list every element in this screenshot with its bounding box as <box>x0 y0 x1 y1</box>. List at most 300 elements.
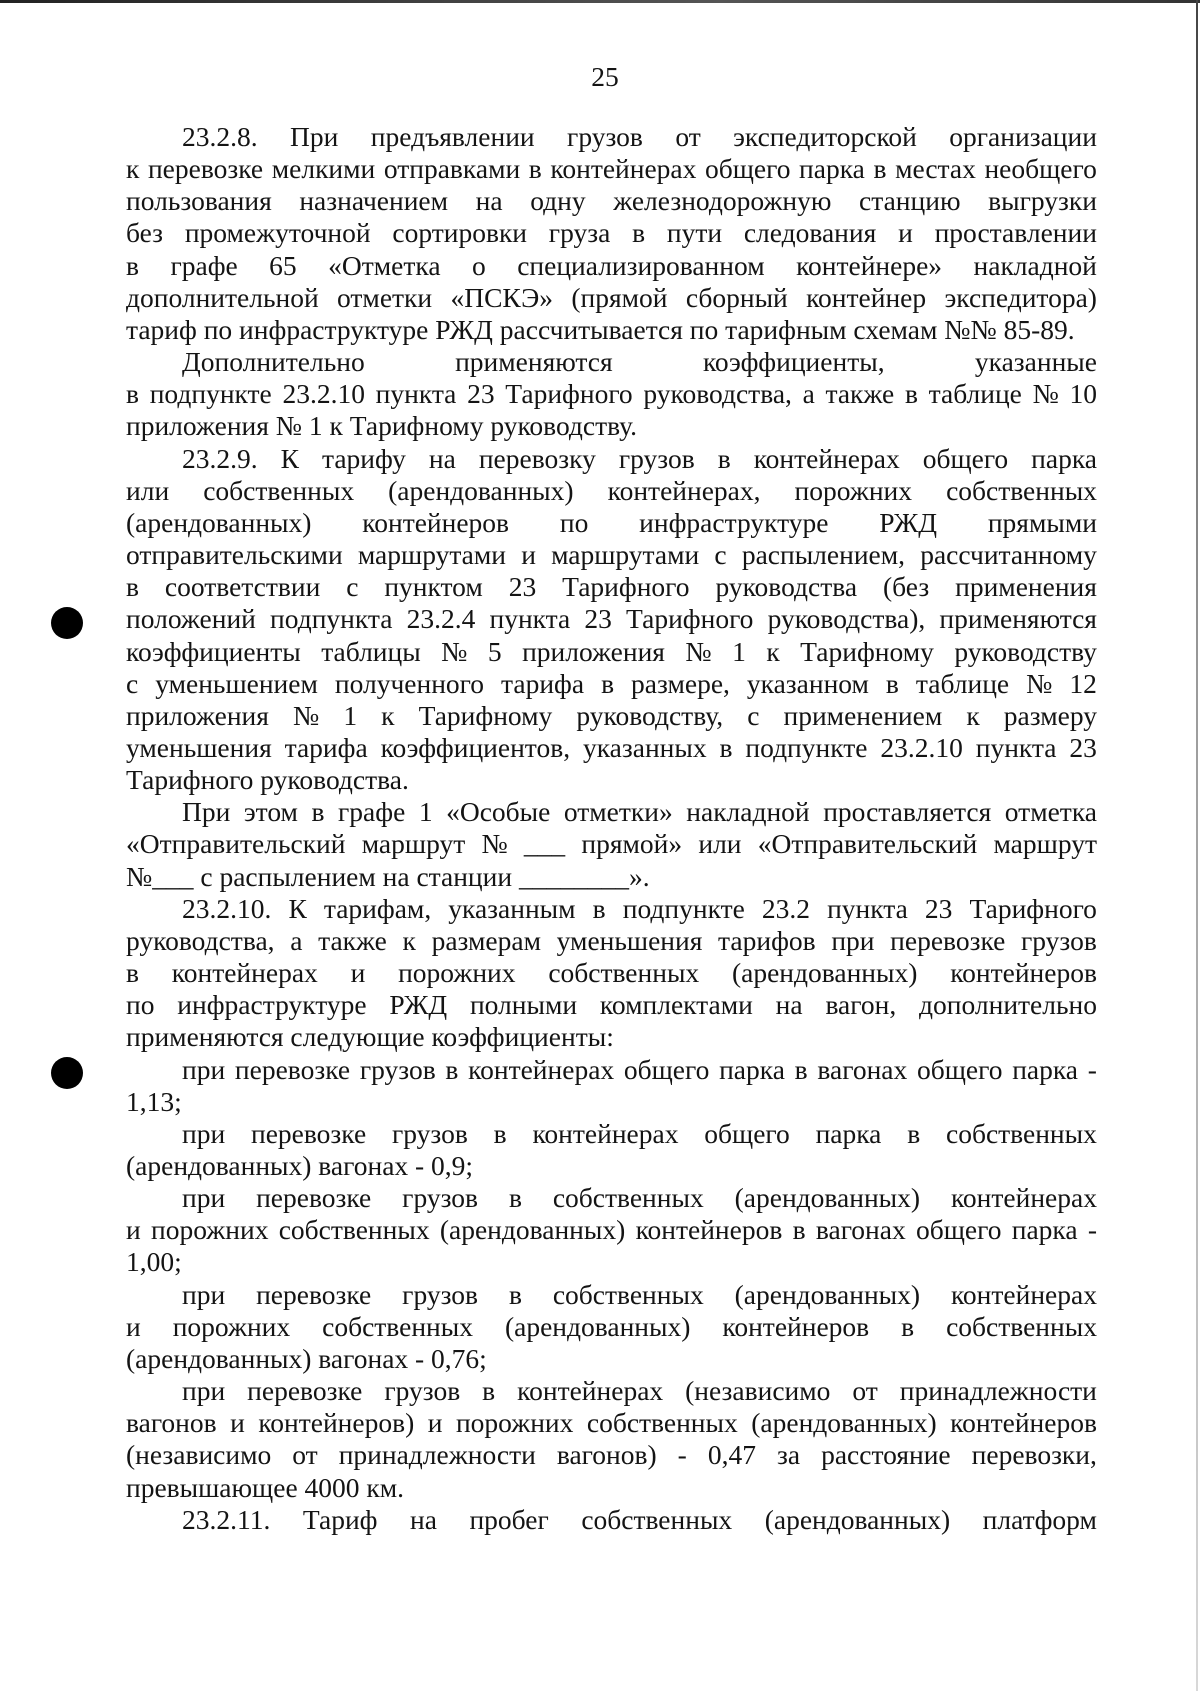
word: перевозке <box>147 153 264 185</box>
text-line <box>126 700 1097 732</box>
word: вагонов) <box>556 1439 657 1471</box>
word: на <box>428 442 456 474</box>
word: руководству, <box>576 699 724 731</box>
word: применения <box>955 571 1097 603</box>
word: грузов <box>402 1182 479 1214</box>
word: указанных <box>582 731 707 763</box>
word: в <box>493 1117 507 1149</box>
word: без <box>126 217 164 249</box>
word: платформ <box>982 1503 1097 1535</box>
word: в <box>592 892 606 924</box>
word: собственных <box>552 1182 704 1214</box>
word: контейнерах <box>753 442 900 474</box>
word: «Отметка <box>328 249 441 281</box>
word: собственных <box>581 1503 733 1535</box>
word: № <box>685 635 712 667</box>
text-line: (арендованных) вагонах - 0,9; <box>126 1150 474 1181</box>
word: в <box>719 731 733 763</box>
word: рассчитанному <box>920 539 1097 571</box>
word: в <box>601 667 615 699</box>
word: (арендованных) <box>126 506 312 538</box>
word: - <box>677 1439 687 1471</box>
word: 1 <box>732 635 746 667</box>
text-line <box>126 121 1097 153</box>
word: при <box>182 1182 226 1214</box>
word: подпункте <box>745 731 868 763</box>
word: на <box>475 185 503 217</box>
word: в <box>904 378 918 410</box>
word: 23.2.9. <box>182 442 258 474</box>
word: Дополнительно <box>182 346 365 378</box>
word: таблице <box>928 378 1022 410</box>
word: руководства), <box>767 603 926 635</box>
page-number: 25 <box>591 61 619 92</box>
word: тарифов <box>718 924 816 956</box>
text-line <box>126 1407 1097 1439</box>
word: к <box>966 699 980 731</box>
word: парка <box>1012 1053 1079 1085</box>
word: контейнерах, <box>607 474 761 506</box>
word: коэффициенты <box>126 635 301 667</box>
word: контейнеров <box>635 1214 783 1246</box>
word: инфраструктуре <box>177 989 367 1021</box>
word: по <box>126 989 155 1021</box>
text-line <box>126 796 1097 828</box>
word: местах <box>895 153 976 185</box>
text-line <box>126 282 1097 314</box>
word: тарифам, <box>323 892 432 924</box>
word: (арендованных) <box>388 474 574 506</box>
text-line: 1,00; <box>126 1246 182 1278</box>
word: комплектами <box>599 989 753 1021</box>
punch-hole <box>51 607 83 639</box>
word: (независимо <box>126 1439 272 1471</box>
word: 23.2.11. <box>182 1503 271 1535</box>
text-line <box>126 346 1097 378</box>
word: парка <box>1011 1214 1078 1246</box>
coefficient-item-2 <box>126 1118 1097 1182</box>
word: распылением, <box>741 539 906 571</box>
word: также <box>825 378 895 410</box>
word: при <box>182 1053 226 1085</box>
word: в <box>794 1053 808 1085</box>
word: Тарифному <box>418 699 553 731</box>
word: собственных <box>946 474 1097 506</box>
word: следования <box>743 217 877 249</box>
word: к <box>126 153 140 185</box>
word: накладной <box>686 796 810 828</box>
word: (арендованных) <box>504 1310 691 1342</box>
body-text <box>126 121 1097 1536</box>
word: перевозке <box>234 1053 351 1085</box>
word: руководства, <box>126 924 275 956</box>
word: приложения <box>522 635 665 667</box>
text-line <box>126 1182 1097 1214</box>
word: РЖД <box>389 989 448 1021</box>
word: (арендованных) <box>764 1503 951 1535</box>
word: к <box>381 699 395 731</box>
word: пункта <box>827 892 908 924</box>
word: Тарифного <box>626 603 754 635</box>
word: 1 <box>343 699 358 731</box>
word: и <box>126 1310 141 1342</box>
text-line: 1,13; <box>126 1085 182 1117</box>
paragraph-23-2-10 <box>126 893 1097 1054</box>
word: пункта <box>489 603 571 635</box>
word: в <box>508 1182 522 1214</box>
word: и <box>898 217 913 249</box>
word: указанном <box>746 667 869 699</box>
word: дополнительно <box>919 989 1097 1021</box>
word: При <box>290 121 339 152</box>
word: Тарифного <box>969 892 1097 924</box>
word: контейнеров <box>722 1310 870 1342</box>
word: контейнеров) <box>258 1407 415 1439</box>
text-line <box>126 636 1097 668</box>
word: парка <box>815 1117 882 1149</box>
scan-edge-top <box>0 0 1200 3</box>
word: в <box>792 1214 806 1246</box>
word: (арендованных) <box>734 1278 921 1310</box>
word: тарифа <box>284 731 368 763</box>
word: таблице <box>915 667 1010 699</box>
text-line <box>126 539 1097 571</box>
word: от <box>852 1375 878 1407</box>
coefficient-item-1 <box>126 1054 1097 1118</box>
word: собственных <box>946 1310 1097 1342</box>
word: и <box>350 957 366 989</box>
word: подпункте <box>149 378 272 410</box>
word: подпункте <box>622 892 745 924</box>
word: в <box>632 217 646 249</box>
word: № <box>1026 667 1053 699</box>
text-line <box>126 1311 1097 1343</box>
word: отметки <box>337 281 433 313</box>
word: № <box>441 635 468 667</box>
word: контейнере» <box>796 249 943 281</box>
word: пункта <box>375 378 457 410</box>
word: грузов <box>384 1375 461 1407</box>
word: в <box>482 1375 496 1407</box>
text-line <box>126 1214 1097 1246</box>
word: 23.2.8. <box>182 121 258 152</box>
word: графе <box>338 796 406 828</box>
word: отправками <box>383 153 521 185</box>
word: перевозке <box>890 924 1006 956</box>
word: специализированном <box>517 249 765 281</box>
text-line: №___ с распылением на станции ________». <box>126 860 650 892</box>
text-line <box>126 443 1097 475</box>
word: этом <box>243 796 298 828</box>
word: 0,47 <box>707 1439 756 1471</box>
word: (арендованных) <box>734 1182 921 1214</box>
word: перевозки, <box>971 1439 1097 1471</box>
word: тарифа <box>501 667 585 699</box>
word: и <box>230 1407 245 1439</box>
word: дополнительной <box>126 281 319 313</box>
word: накладной <box>973 249 1097 281</box>
word: пунктом <box>384 571 483 603</box>
word: за <box>776 1439 801 1471</box>
word: 23.2.10 <box>282 378 365 410</box>
paragraph-23-2-11 <box>126 1504 1097 1536</box>
word: контейнерах <box>950 1182 1097 1214</box>
word: применяются <box>455 346 613 378</box>
text-line <box>126 217 1097 249</box>
text-line <box>126 1375 1097 1407</box>
word: и <box>427 1407 443 1439</box>
word: контейнерах <box>517 1375 664 1407</box>
word: контейнерах <box>532 1117 679 1149</box>
word: при <box>182 1375 226 1407</box>
coefficient-item-5 <box>126 1375 1097 1504</box>
word: с <box>346 571 359 603</box>
word: отметка <box>1004 796 1097 828</box>
word: порожних <box>398 957 516 989</box>
word: 12 <box>1069 667 1097 699</box>
word: вагонах <box>817 1053 908 1085</box>
word: Тарифного <box>562 571 690 603</box>
word: грузов <box>359 1053 436 1085</box>
word: 23 <box>924 892 953 924</box>
word: приложения <box>126 699 269 731</box>
word: в <box>126 571 139 603</box>
word: мелкими <box>271 153 376 185</box>
word: собственных <box>548 957 700 989</box>
word: прямой» <box>581 828 683 860</box>
word: в <box>873 153 887 185</box>
word: организации <box>949 121 1097 152</box>
word: 23.2.4 <box>406 603 476 635</box>
word: сборный <box>685 281 788 313</box>
word: перевозку <box>478 442 596 474</box>
word: собственных <box>322 1310 473 1342</box>
text-line <box>126 1504 1097 1536</box>
word: перевозке <box>251 1117 367 1149</box>
text-line <box>126 378 1097 410</box>
word: Тарифному <box>800 635 934 667</box>
word: промежуточной <box>184 217 371 249</box>
word: также <box>318 924 387 956</box>
word: (арендованных) <box>439 1214 626 1246</box>
word: общего <box>704 153 791 185</box>
word: маршрутами <box>551 539 700 571</box>
word: соответствии <box>164 571 321 603</box>
word: порожних <box>794 474 913 506</box>
word: в <box>508 1278 522 1310</box>
word: тарифу <box>321 442 406 474</box>
word: контейнерах <box>468 1053 615 1085</box>
word: и <box>126 1214 141 1246</box>
word: по <box>559 506 589 538</box>
word: уменьшения <box>556 924 703 956</box>
word: в <box>885 667 899 699</box>
word: общего <box>922 442 1009 474</box>
text-line <box>126 925 1097 957</box>
text-line: Тарифного руководства. <box>126 764 409 796</box>
word: 23 <box>467 378 495 410</box>
word: (арендованных) <box>751 1407 937 1439</box>
word: № <box>1032 378 1059 410</box>
word: пункта <box>975 731 1057 763</box>
scan-edge-right <box>1196 0 1198 1691</box>
word: контейнер <box>806 281 927 313</box>
word: маршрут <box>993 828 1097 860</box>
word: в <box>907 1117 921 1149</box>
text-line <box>126 732 1097 764</box>
word: «Отправительский <box>126 828 346 860</box>
word: размеру <box>1003 699 1097 731</box>
word: контейнеров <box>950 957 1097 989</box>
word: контейнеров <box>950 1407 1097 1439</box>
word: от <box>292 1439 318 1471</box>
word: 5 <box>487 635 502 667</box>
word: экспедиторской <box>733 121 917 152</box>
word: общего <box>916 1053 1003 1085</box>
word: «Отправительский <box>757 828 978 860</box>
word: № <box>292 699 320 731</box>
word: общего <box>704 1117 790 1149</box>
word: вагонах <box>815 1214 906 1246</box>
word: 65 <box>269 249 297 281</box>
word: К <box>288 892 307 924</box>
word: принадлежности <box>899 1375 1097 1407</box>
word: отметки» <box>563 796 673 828</box>
text-line: превышающее 4000 км. <box>126 1471 405 1503</box>
word: к <box>402 924 416 956</box>
word: перевозке <box>256 1278 372 1310</box>
word: (без <box>883 571 930 603</box>
word: графе <box>170 249 238 281</box>
coefficient-item-4 <box>126 1279 1097 1375</box>
word: с <box>126 667 139 699</box>
word: а <box>802 378 815 410</box>
word: Тариф <box>302 1503 378 1535</box>
word: грузов <box>567 121 643 152</box>
word: экспедитора) <box>944 281 1097 313</box>
word: таблицы <box>321 635 421 667</box>
text-line <box>126 957 1097 989</box>
word: парка <box>1031 442 1097 474</box>
word: перевозке <box>247 1375 363 1407</box>
word: парка <box>799 153 865 185</box>
text-line <box>126 668 1097 700</box>
word: грузов <box>1021 924 1097 956</box>
word: контейнерах <box>171 957 318 989</box>
text-line: (арендованных) вагонах - 0,76; <box>126 1342 487 1374</box>
word: собственных <box>278 1214 430 1246</box>
word: ___ <box>523 828 566 860</box>
text-line <box>126 893 1097 925</box>
word: (прямой <box>571 281 668 313</box>
word: назначением <box>299 185 449 217</box>
word: грузов <box>391 1117 468 1149</box>
word: проставлении <box>934 217 1097 249</box>
word: РЖД <box>879 506 937 538</box>
word: 1 <box>418 796 433 828</box>
word: с <box>747 699 760 731</box>
word: в <box>126 378 139 410</box>
word: парка <box>719 1053 785 1085</box>
word: (арендованных) <box>731 957 918 989</box>
word: или <box>698 828 742 860</box>
word: в <box>126 957 139 989</box>
word: - <box>1087 1214 1097 1246</box>
paragraph-additional-coefficients <box>126 346 1097 442</box>
word: предъявлении <box>370 121 535 152</box>
word: общего <box>916 1214 1002 1246</box>
word: общего <box>623 1053 710 1085</box>
word: применением <box>783 699 943 731</box>
word: порожних <box>455 1407 574 1439</box>
word: полученного <box>334 667 485 699</box>
word: от <box>675 121 701 152</box>
word: груза <box>548 217 611 249</box>
word: а <box>290 924 303 956</box>
word: собственных <box>203 474 355 506</box>
word: уменьшения <box>126 731 272 763</box>
text-line <box>126 1054 1097 1086</box>
word: грузов <box>402 1278 479 1310</box>
word: коэффициенты, <box>702 346 885 378</box>
word: размере, <box>631 667 730 699</box>
word: отправительскими <box>126 539 343 571</box>
text-line <box>126 571 1097 603</box>
paragraph-route-marks <box>126 796 1097 892</box>
word: К <box>280 442 299 474</box>
text-line <box>126 989 1097 1021</box>
word: уменьшением <box>155 667 318 699</box>
word: и <box>521 539 536 571</box>
word: указанным <box>448 892 576 924</box>
word: сортировки <box>392 217 528 249</box>
word: грузов <box>618 442 695 474</box>
paragraph-23-2-9 <box>126 443 1097 797</box>
word: контейнеров <box>362 506 510 538</box>
word: 23.2 <box>761 892 811 924</box>
word: выгрузки <box>988 185 1097 217</box>
coefficient-item-3 <box>126 1182 1097 1278</box>
word: (независимо <box>685 1375 831 1407</box>
word: одну <box>530 185 586 217</box>
word: 23.2.10. <box>182 892 272 924</box>
text-line: тариф по инфраструктуре РЖД рассчитывается по тарифным схемам №№ 85-89. <box>126 313 1075 345</box>
word: контейнерах <box>550 153 697 185</box>
word: контейнерах <box>950 1278 1097 1310</box>
word: руководства <box>715 571 858 603</box>
word: в <box>126 249 139 281</box>
word: с <box>714 539 727 571</box>
word: в <box>528 153 542 185</box>
word: станцию <box>859 185 961 217</box>
text-line <box>126 507 1097 539</box>
text-line <box>126 1279 1097 1311</box>
word: перевозке <box>256 1182 372 1214</box>
word: «ПСКЭ» <box>450 281 553 313</box>
word: собственных <box>552 1278 704 1310</box>
word: при <box>831 924 875 956</box>
word: - <box>1087 1053 1097 1085</box>
text-line <box>126 828 1097 860</box>
word: положений <box>126 603 256 635</box>
text-line <box>126 185 1097 217</box>
word: прямыми <box>987 506 1097 538</box>
text-line <box>126 1118 1097 1150</box>
word: или <box>126 474 170 506</box>
word: собственных <box>586 1407 738 1439</box>
word: в <box>445 1053 459 1085</box>
word: порожних <box>172 1310 291 1342</box>
